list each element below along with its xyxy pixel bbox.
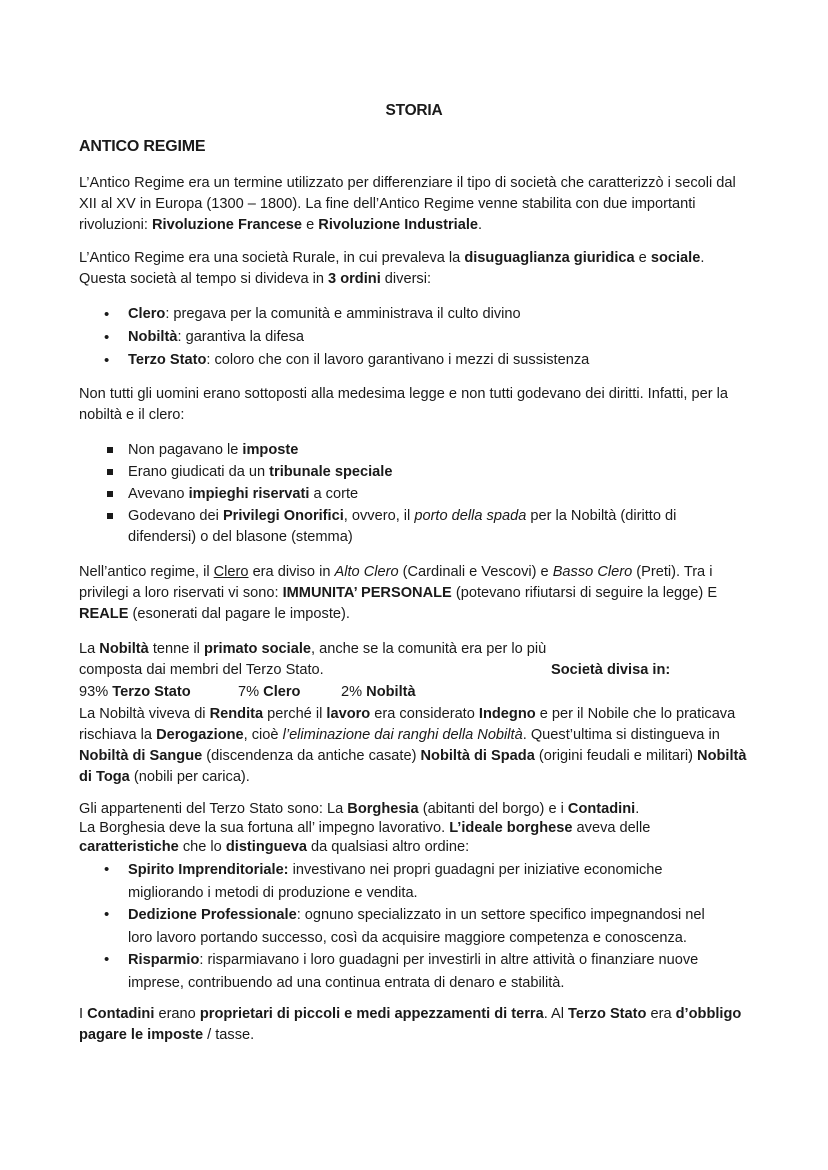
bold-text: Contadini [87,1006,155,1022]
text: per la Nobiltà (diritto di difendersi) o del blasone (stemma) [128,508,677,545]
peasants-paragraph [79,1004,754,1046]
text: (Cardinali e Vescovi) e [398,564,553,580]
list-item [79,859,759,904]
text: . Al [543,1006,569,1022]
text: e per il Nobile che lo praticava rischiava la [79,706,736,743]
percent-value: 93% [79,684,109,700]
bold-text: Nobiltà [366,684,416,700]
bold-text: distingueva [225,839,307,855]
text: I [79,1006,88,1022]
list-item [79,462,759,483]
rights-paragraph: Non tutti gli uomini erano sottoposti alla medesima legge e non tutti godevano dei diritti. Infatti, per la nobiltà e il clero: [79,386,728,423]
underlined-text: Clero [213,564,249,580]
percent-value: 7% [238,684,260,700]
text: era diviso in [248,564,335,580]
text: diversi: [380,271,432,287]
italic-text: porto della spada [414,508,527,524]
bold-text: Nobiltà [128,329,178,345]
text: La Nobiltà viveva di [79,706,210,722]
distribution-item [341,682,416,703]
bold-text: Clero [128,306,166,322]
text: era [646,1006,676,1022]
bold-text: impieghi riservati [188,486,310,502]
bold-text: Derogazione [156,727,244,743]
bold-text: Nobiltà [99,641,149,657]
text: a corte [309,486,359,502]
text: / tasse. [203,1027,255,1043]
text: (potevano rifiutarsi di seguire la legge) E [451,585,718,601]
text: Erano giudicati da un [128,464,270,480]
list-item [79,350,759,371]
society-paragraph [79,248,754,290]
bold-text: imposte [242,442,299,458]
bold-text: proprietari di piccoli e medi appezzamenti di terra [199,1006,544,1022]
text: . Questa società al tempo si divideva in [79,250,705,287]
text: (discendenza da antiche casate) [202,748,421,764]
text: : risparmiavano i loro guadagni per investirli in altre attività o finanziare nuove imprese, contribuendo ad una continua entrata di denaro e stabilità. [128,952,699,991]
text: e [302,217,319,233]
bold-text: Terzo Stato [568,1006,647,1022]
text: aveva delle [572,820,651,836]
italic-text: l’eliminazione dai ranghi della Nobiltà [282,727,523,743]
italic-text: Basso Clero [552,564,633,580]
bold-text: Spirito Imprenditoriale: [128,862,289,878]
bold-text: Risparmio [128,952,200,968]
third-estate-paragraph [79,800,754,857]
bold-text: Borghesia [347,801,419,817]
text: La [79,641,100,657]
orders-list [79,304,759,371]
text: Godevano dei [128,508,223,524]
bold-text: primato sociale [203,641,311,657]
text: investivano nei propri guadagni per iniziative economiche migliorando i metodi di produzione e vendita. [128,862,663,901]
text: , anche se la comunità era per lo più composta dai membri del Terzo Stato. [79,641,547,678]
bold-text: Privilegi Onorifici [222,508,344,524]
bold-text: Nobiltà di Sangue [79,748,203,764]
text: . [635,801,640,817]
text: Non pagavano le [128,442,243,458]
bold-text: Rivoluzione Francese [152,217,303,233]
society-label: Società divisa in: [551,662,671,678]
text: perché il [263,706,327,722]
text: L’Antico Regime era un termine utilizzato per differenziare il tipo di società che caratterizzò i secoli dal XII al XV in Europa (1300 – 1800). La fine dell’Antico Regime venne stabilita con due importanti rivoluzioni: [79,175,736,233]
list-item [79,949,759,994]
list-item [79,440,759,461]
text: (abitanti del borgo) e i [418,801,568,817]
text: tenne il [148,641,204,657]
page-title: STORIA [385,102,443,119]
bold-text: Dedizione Professionale [128,907,297,923]
italic-text: Alto Clero [334,564,399,580]
privileges-list [79,440,759,548]
text: Gli appartenenti del Terzo Stato sono: La [79,801,348,817]
list-item [79,484,759,505]
text: erano [154,1006,200,1022]
list-item [79,506,759,548]
bold-text: Nobiltà di Spada [420,748,535,764]
distribution-item [238,682,300,703]
bold-text: Clero [263,684,301,700]
bold-text: IMMUNITA’ PERSONALE [282,585,452,601]
bold-text: Rendita [209,706,264,722]
text: : ognuno specializzato in un settore specifico impegnandosi nel loro lavoro portando successo, così da acquisire maggiore competenza e conoscenza. [128,907,705,946]
distribution-item [79,682,191,703]
text: era considerato [370,706,479,722]
text: che lo [178,839,226,855]
clergy-paragraph [79,562,754,625]
bold-text: Terzo Stato [128,352,207,368]
bold-text: L’ideale borghese [449,820,573,836]
text: , ovvero, il [343,508,415,524]
text: . Quest’ultima si distingueva in [522,727,720,743]
text: : coloro che con il lavoro garantivano i mezzi di sussistenza [206,352,590,368]
bold-text: Terzo Stato [112,684,191,700]
list-item [79,904,759,949]
text: (Preti). Tra i privilegi a loro riservati vi sono: [79,564,713,601]
text: e [634,250,651,266]
intro-paragraph [79,173,754,236]
bold-text: Rivoluzione Industriale [318,217,479,233]
bold-text: disuguaglianza giuridica [464,250,635,266]
nobility-paragraph [79,639,549,681]
list-item [79,304,759,325]
bold-text: 3 ordini [328,271,381,287]
text: (origini feudali e militari) [534,748,698,764]
bold-text: Contadini [567,801,636,817]
bold-text: lavoro [326,706,371,722]
text: Nell’antico regime, il [79,564,214,580]
list-item [79,327,759,348]
bold-text: Nobiltà di Toga [79,748,747,785]
text: da qualsiasi altro ordine: [306,839,470,855]
text: . [478,217,483,233]
bourgeois-traits-list [79,859,759,994]
text: , cioè [243,727,283,743]
text: (nobili per carica). [129,769,250,785]
section-heading: ANTICO REGIME [79,138,206,155]
bold-text: REALE [79,606,129,622]
bold-text: Indegno [478,706,536,722]
text: Avevano [128,486,189,502]
bold-text: tribunale speciale [269,464,393,480]
bold-text: d’obbligo pagare le imposte [79,1006,742,1043]
text: L’Antico Regime era una società Rurale, in cui prevaleva la [79,250,465,266]
percent-value: 2% [341,684,363,700]
bold-text: sociale [650,250,701,266]
text: : garantiva la difesa [177,329,305,345]
bold-text: caratteristiche [79,839,179,855]
text: (esonerati dal pagare le imposte). [128,606,350,622]
text: La Borghesia deve la sua fortuna all’ impegno lavorativo. [79,820,450,836]
text: : pregava per la comunità e amministrava il culto divino [165,306,521,322]
nobility-types-paragraph [79,704,754,788]
